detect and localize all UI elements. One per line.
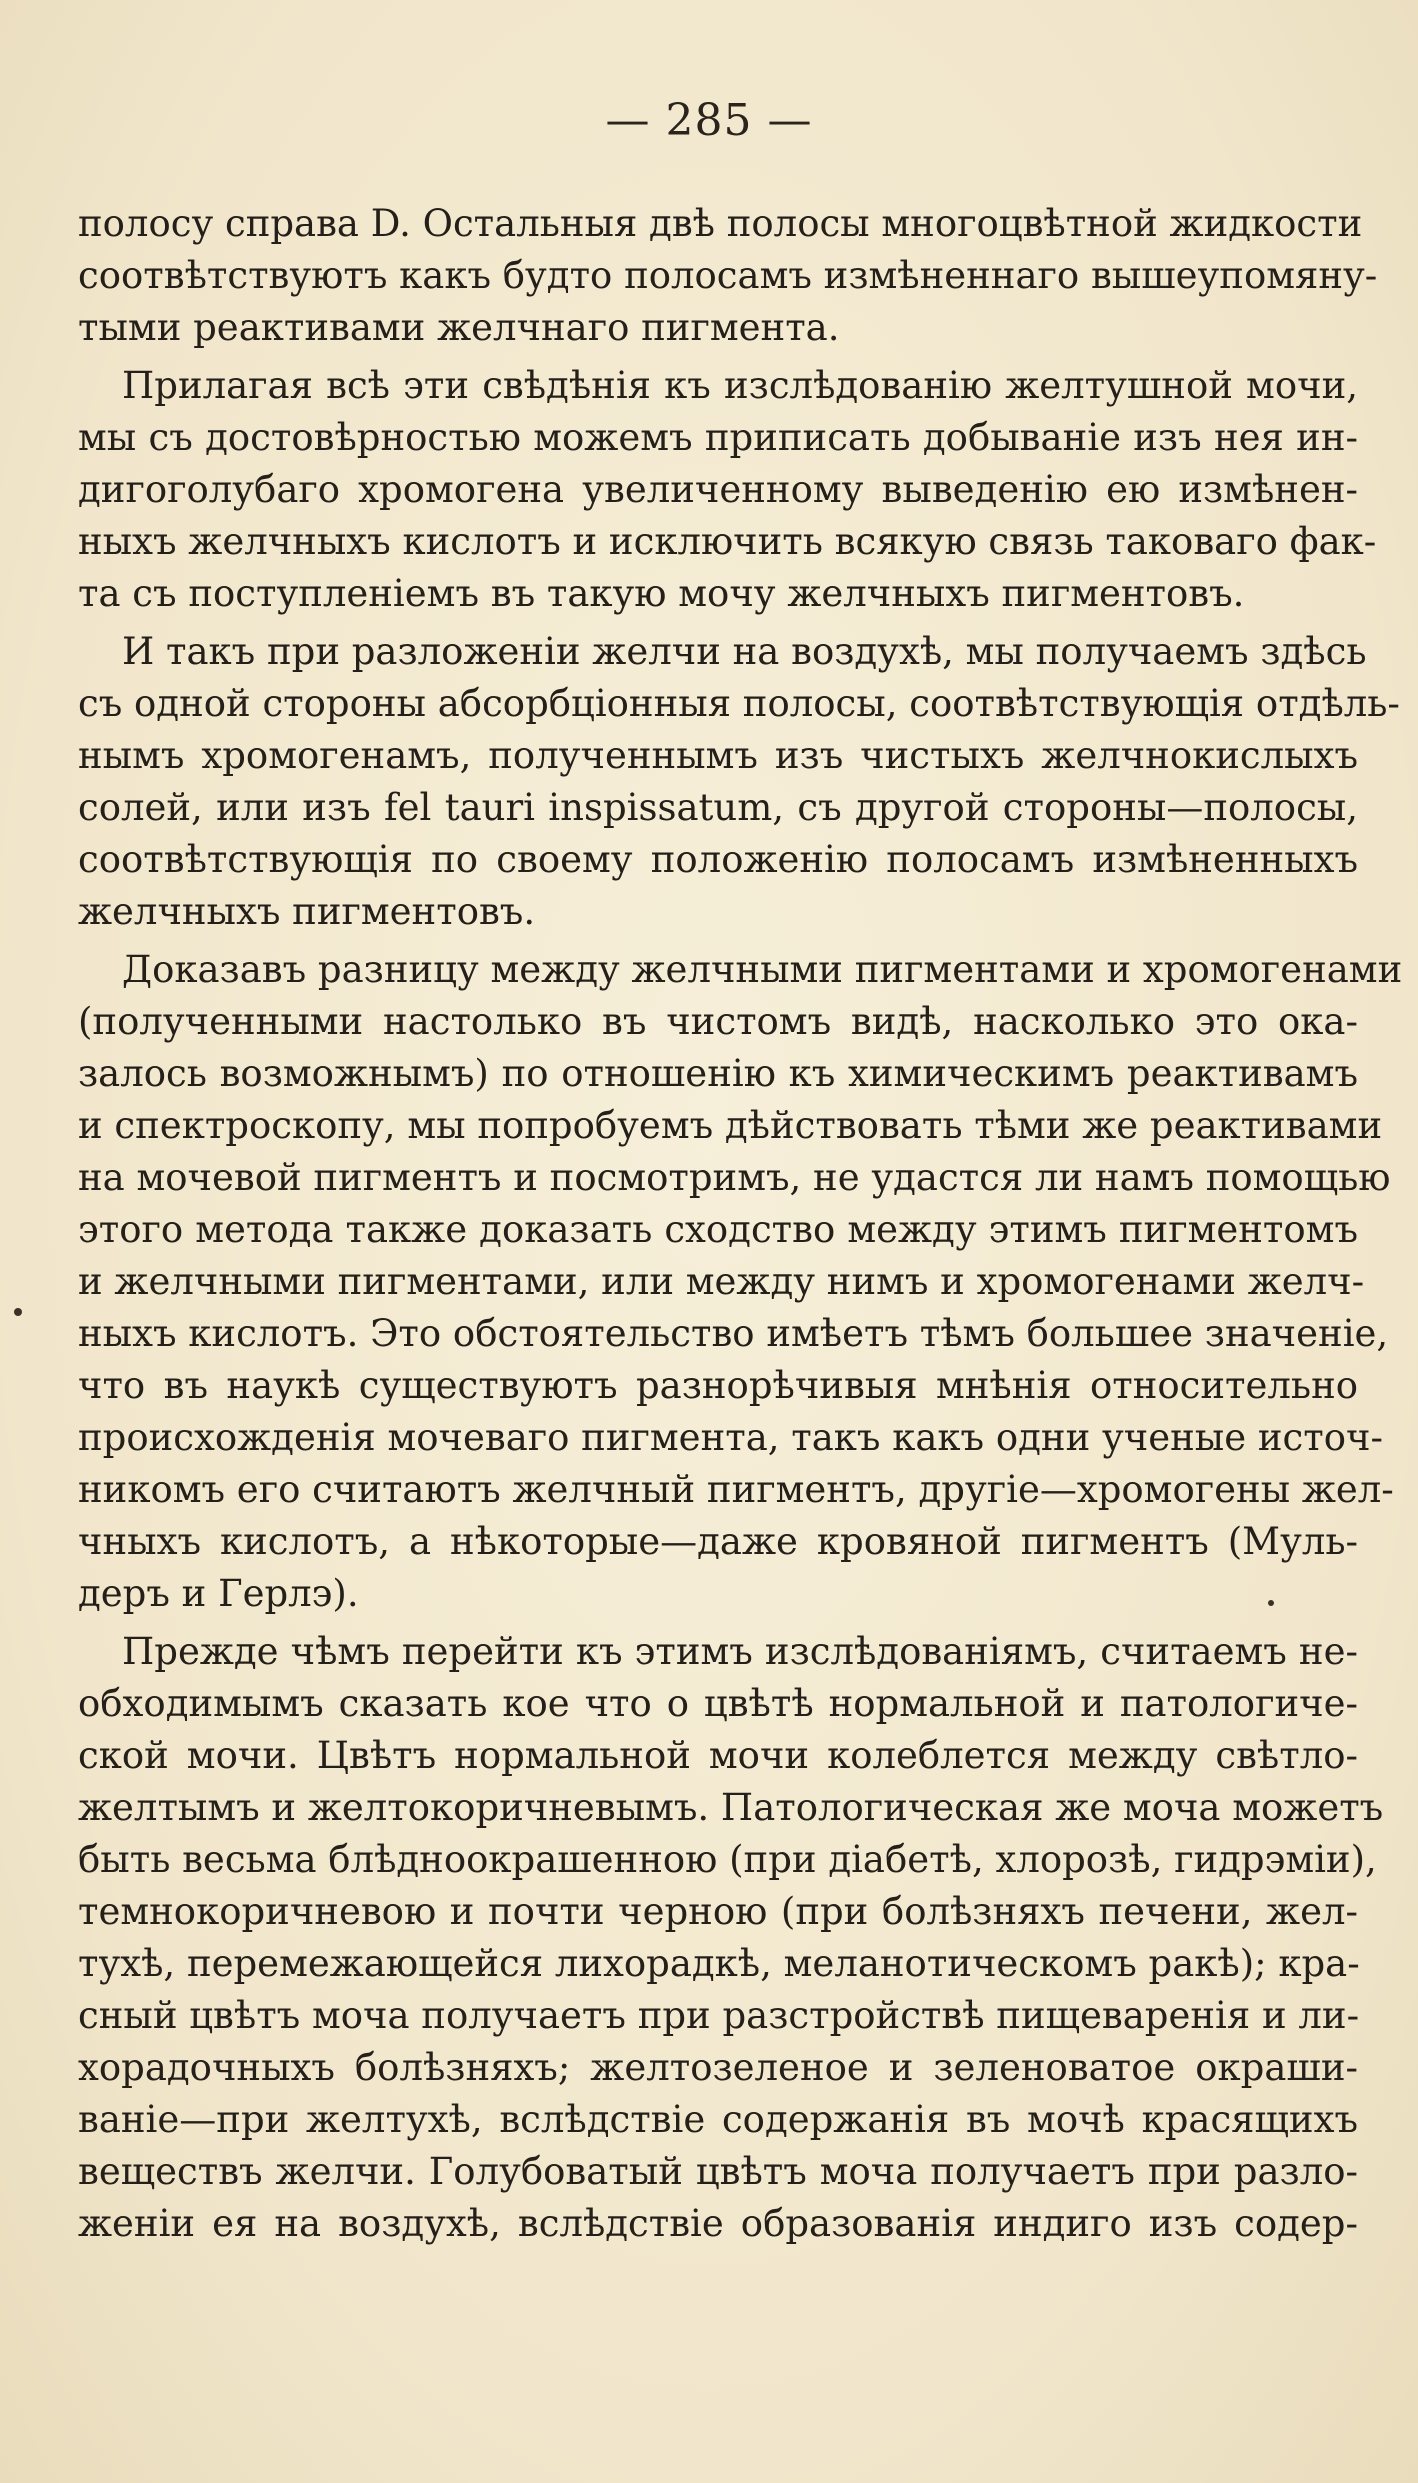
page-number: — 285 — <box>605 95 813 146</box>
text-line: деръ и Герлэ). <box>78 1572 359 1615</box>
text-line: соотвѣтствующія по своему положенію полосамъ измѣненныхъ <box>78 838 1358 881</box>
text-line: этого метода также доказать сходство между этимъ пигментомъ <box>78 1208 1358 1251</box>
text-line: залось возможнымъ) по отношенію къ химическимъ реактивамъ <box>78 1052 1358 1095</box>
ink-speck-mark <box>1268 1600 1274 1606</box>
text-line: темнокоричневою и почти черною (при болѣзняхъ печени, жел- <box>78 1890 1358 1933</box>
text-line: сный цвѣтъ моча получаетъ при разстройствѣ пищеваренія и ли- <box>78 1994 1360 2037</box>
text-line: полосу справа D. Остальныя двѣ полосы многоцвѣтной жидкости <box>78 202 1363 245</box>
text-line: женіи ея на воздухѣ, вслѣдствіе образованія индиго изъ содер- <box>78 2202 1358 2245</box>
text-line: обходимымъ сказать кое что о цвѣтѣ нормальной и патологиче- <box>78 1682 1358 1725</box>
text-line: веществъ желчи. Голубоватый цвѣтъ моча получаетъ при разло- <box>78 2150 1358 2193</box>
text-line: (полученными настолько въ чистомъ видѣ, насколько это ока- <box>78 1000 1358 1043</box>
text-line: и желчными пигментами, или между нимъ и хромогенами желч- <box>78 1260 1365 1303</box>
text-line: ныхъ кислотъ. Это обстоятельство имѣетъ тѣмъ большее значеніе, <box>78 1312 1389 1355</box>
text-line: И такъ при разложеніи желчи на воздухѣ, мы получаемъ здѣсь <box>122 630 1367 673</box>
text-line: никомъ его считаютъ желчный пигментъ, другіе—хромогены жел- <box>78 1468 1394 1511</box>
text-line: на мочевой пигментъ и посмотримъ, не удастся ли намъ помощью <box>78 1156 1391 1199</box>
text-line: нымъ хромогенамъ, полученнымъ изъ чистыхъ желчнокислыхъ <box>78 734 1358 777</box>
text-line: что въ наукѣ существуютъ разнорѣчивыя мнѣнія относительно <box>78 1364 1358 1407</box>
text-line: мы съ достовѣрностью можемъ приписать добываніе изъ нея ин- <box>78 416 1358 459</box>
text-line: солей, или изъ fel tauri inspissatum, съ другой стороны—полосы, <box>78 786 1358 829</box>
text-line: желтымъ и желтокоричневымъ. Патологическая же моча можетъ <box>78 1786 1384 1829</box>
text-line: чныхъ кислотъ, а нѣкоторые—даже кровяной пигментъ (Муль- <box>78 1520 1358 1563</box>
text-line: желчныхъ пигментовъ. <box>78 890 536 933</box>
text-line: съ одной стороны абсорбціонныя полосы, соотвѣтствующія отдѣль- <box>78 682 1400 725</box>
text-line: Прежде чѣмъ перейти къ этимъ изслѣдованіямъ, считаемъ не- <box>122 1630 1358 1673</box>
text-line: ваніе—при желтухѣ, вслѣдствіе содержанія въ мочѣ красящихъ <box>78 2098 1358 2141</box>
text-line: ныхъ желчныхъ кислотъ и исключить всякую связь таковаго фак- <box>78 520 1377 563</box>
text-line: соотвѣтствуютъ какъ будто полосамъ измѣненнаго вышеупомяну- <box>78 254 1378 297</box>
text-line: быть весьма блѣдноокрашенною (при діабетѣ, хлорозѣ, гидрэміи), <box>78 1838 1377 1881</box>
text-line: и спектроскопу, мы попробуемъ дѣйствовать тѣми же реактивами <box>78 1104 1383 1147</box>
text-line: тыми реактивами желчнаго пигмента. <box>78 306 840 349</box>
text-line: та съ поступленіемъ въ такую мочу желчныхъ пигментовъ. <box>78 572 1245 615</box>
text-line: Доказавъ разницу между желчными пигментами и хромогенами <box>122 948 1403 991</box>
text-line: Прилагая всѣ эти свѣдѣнія къ изслѣдованію желтушной мочи, <box>122 364 1358 407</box>
text-line: тухѣ, перемежающейся лихорадкѣ, меланотическомъ ракѣ); кра- <box>78 1942 1360 1985</box>
text-line: хорадочныхъ болѣзняхъ; желтозеленое и зеленоватое окраши- <box>78 2046 1358 2089</box>
margin-dot-mark <box>14 1308 22 1316</box>
text-line: ской мочи. Цвѣтъ нормальной мочи колеблется между свѣтло- <box>78 1734 1358 1777</box>
text-line: происхожденія мочеваго пигмента, такъ какъ одни ученые источ- <box>78 1416 1383 1459</box>
text-line: дигоголубаго хромогена увеличенному выведенію ею измѣнен- <box>78 468 1358 511</box>
body-text <box>78 198 1403 2250</box>
